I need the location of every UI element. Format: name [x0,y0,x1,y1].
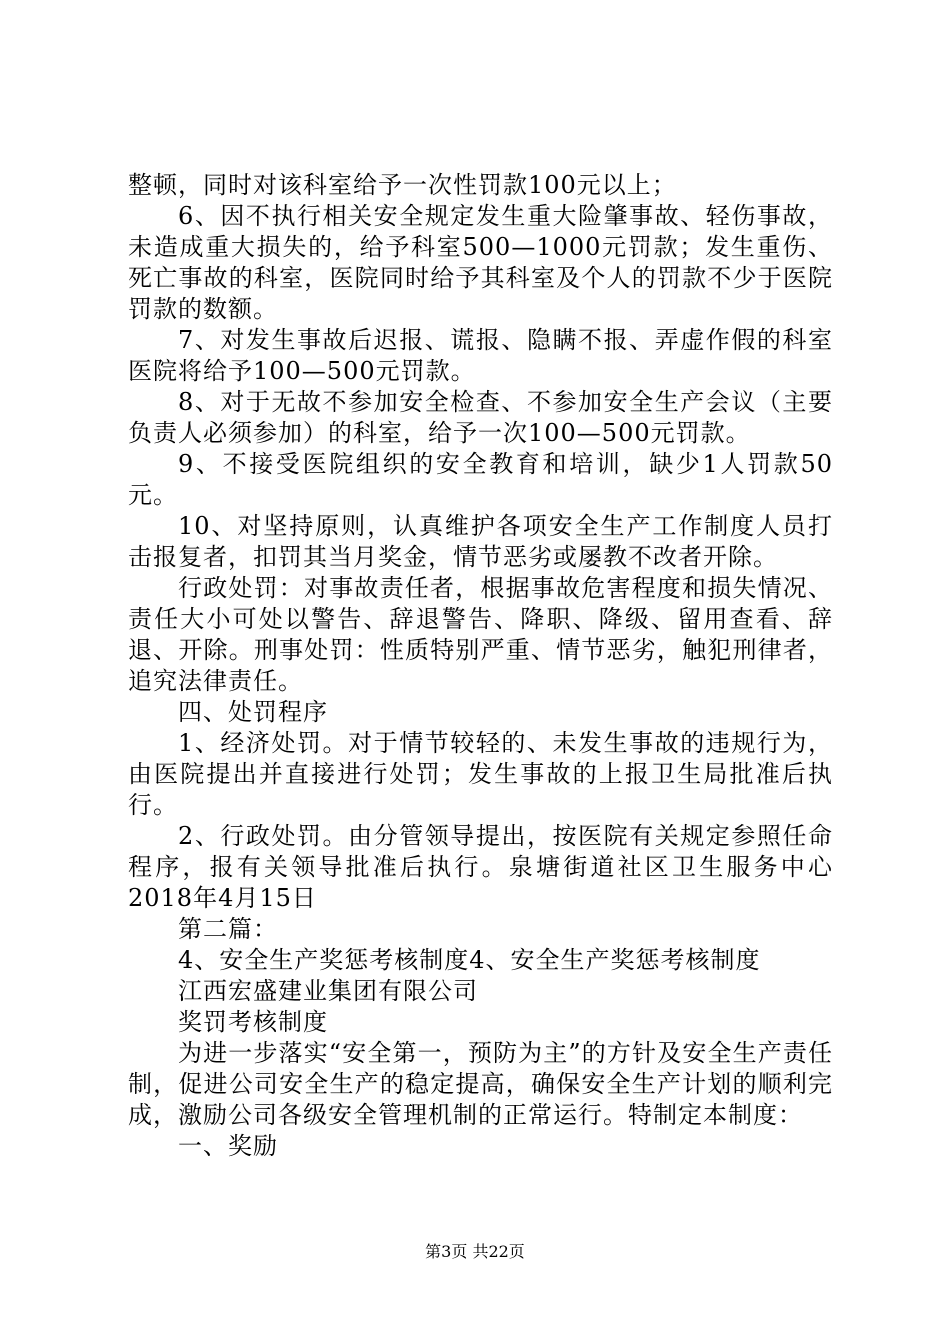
rules-title: 奖罚考核制度 [178,1008,328,1036]
paragraph-10: 2、行政处罚。由分管领导提出，按医院有关规定参照任命程序，报有关领导批准后执行。泉塘街道社区卫生服务中心2018年4月15日 [128,822,833,912]
section-heading-rewards: 一、奖励 [178,1132,278,1160]
paragraph-1: 整顿，同时对该科室给予一次性罚款100元以上； [128,171,677,199]
paragraph-3: 7、对发生事故后迟报、谎报、隐瞒不报、弄虚作假的科室医院将给予100—500元罚款。 [128,326,833,385]
document-body [128,170,833,1162]
paragraph-2: 6、因不执行相关安全规定发生重大险肇事故、轻伤事故，未造成重大损失的，给予科室500—1000元罚款；发生重伤、死亡事故的科室，医院同时给予其科室及个人的罚款不少于医院罚款的数额。 [128,202,833,323]
paragraph-9: 1、经济处罚。对于情节较轻的、未发生事故的违规行为，由医院提出并直接进行处罚；发生事故的上报卫生局批准后执行。 [128,729,833,819]
section-heading-punishment-procedure: 四、处罚程序 [178,698,328,726]
paragraph-7: 行政处罚：对事故责任者，根据事故危害程度和损失情况、责任大小可处以警告、辞退警告、降职、降级、留用查看、辞退、开除。刑事处罚：性质特别严重、情节恶劣，触犯刑律者，追究法律责任。 [128,574,833,695]
paragraph-6: 10、对坚持原则，认真维护各项安全生产工作制度人员打击报复者，扣罚其当月奖金，情节恶劣或屡教不改者开除。 [128,512,833,571]
part-two-label: 第二篇： [178,915,278,943]
page-number-footer: 第3页 共22页 [425,1242,525,1261]
paragraph-4: 8、对于无故不参加安全检查、不参加安全生产会议（主要负责人必须参加）的科室，给予一次100—500元罚款。 [128,388,833,447]
paragraph-15: 为进一步落实“安全第一，预防为主”的方针及安全生产责任制，促进公司安全生产的稳定提高，确保安全生产计划的顺利完成，激励公司各级安全管理机制的正常运行。特制定本制度： [128,1039,833,1129]
company-name: 江西宏盛建业集团有限公司 [178,977,478,1005]
part-two-title: 4、安全生产奖惩考核制度4、安全生产奖惩考核制度 [178,946,761,974]
paragraph-5: 9、不接受医院组织的安全教育和培训，缺少1人罚款50元。 [128,450,833,509]
